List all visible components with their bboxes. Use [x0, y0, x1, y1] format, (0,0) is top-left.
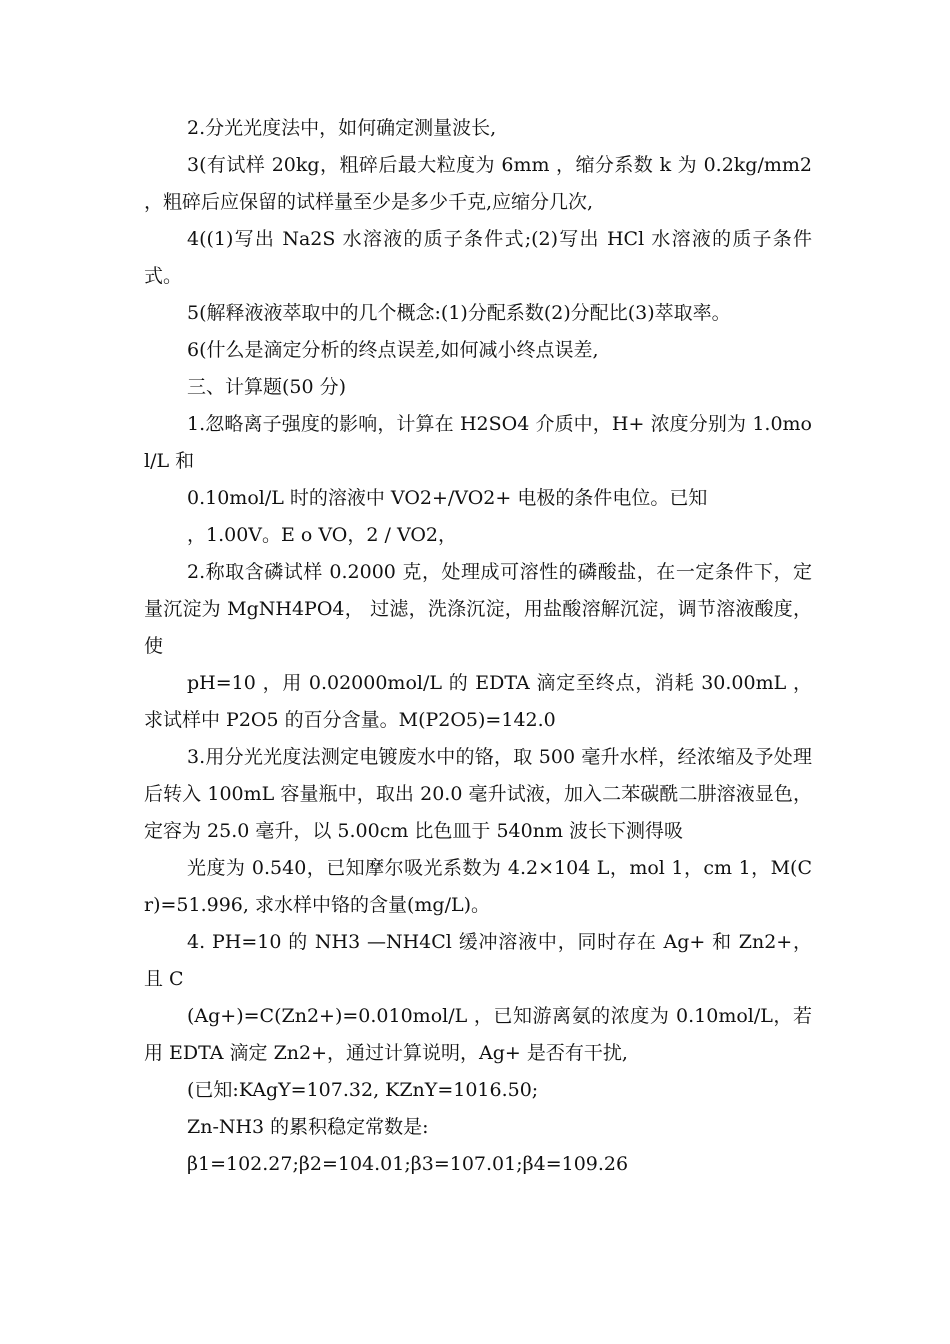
calc-1-continued: 0.10mol/L 时的溶液中 VO2+/VO2+ 电极的条件电位。已知: [187, 487, 708, 509]
document-body: [144, 110, 812, 1183]
calc-4-intro: 4. PH=10 的 NH3 —NH4Cl 缓冲溶液中，同时存在 Ag+ 和 Zn2+，且 C: [144, 931, 812, 990]
section-heading-calculation: 三、计算题(50 分): [187, 376, 347, 398]
calc-3-continued: 光度为 0.540，已知摩尔吸光系数为 4.2×104 L，mol 1，cm 1，M(Cr)=51.996, 求水样中铬的含量(mg/L)。: [144, 857, 812, 916]
question-6-endpoint-error: 6(什么是滴定分析的终点误差,如何减小终点误差,: [187, 339, 599, 361]
calc-3-intro: 3.用分光光度法测定电镀废水中的铬，取 500 毫升水样，经浓缩及予处理后转入 100mL 容量瓶中，取出 20.0 毫升试液，加入二苯碳酰二肼溶液显色，定容为 25.0 毫升，以 5.00cm 比色皿于 540nm 波长下测得吸: [144, 746, 812, 842]
question-2-wavelength: 2.分光光度法中，如何确定测量波长,: [187, 117, 497, 139]
calc-1-given: ，1.00V。E o VO，2 / VO2，: [187, 524, 457, 546]
question-5-extraction-concepts: 5(解释液液萃取中的几个概念:(1)分配系数(2)分配比(3)萃取率。: [187, 302, 731, 324]
question-4-proton-condition: 4((1)写出 Na2S 水溶液的质子条件式;(2)写出 HCl 水溶液的质子条件式。: [144, 228, 812, 287]
calc-1-intro: 1.忽略离子强度的影响，计算在 H2SO4 介质中，H+ 浓度分别为 1.0mol/L 和: [144, 413, 812, 472]
calc-4-given-constants: (已知:KAgY=107.32, KZnY=1016.50;: [187, 1079, 539, 1101]
calc-4-continued: (Ag+)=C(Zn2+)=0.010mol/L ，已知游离氨的浓度为 0.10mol/L，若用 EDTA 滴定 Zn2+，通过计算说明，Ag+ 是否有干扰,: [144, 1005, 812, 1064]
calc-2-intro: 2.称取含磷试样 0.2000 克，处理成可溶性的磷酸盐，在一定条件下，定量沉淀为 MgNH4PO4， 过滤，洗涤沉淀，用盐酸溶解沉淀，调节溶液酸度，使: [144, 561, 812, 657]
calc-2-continued: pH=10 ，用 0.02000mol/L 的 EDTA 滴定至终点，消耗 30.00mL ，求试样中 P2O5 的百分含量。M(P2O5)=142.0: [144, 672, 812, 731]
calc-4-stability-label: Zn-NH3 的累积稳定常数是:: [187, 1116, 429, 1138]
question-3-sample-reduction: 3(有试样 20kg，粗碎后最大粒度为 6mm ，缩分系数 k 为 0.2kg/mm2 ，粗碎后应保留的试样量至少是多少千克,应缩分几次,: [144, 154, 812, 213]
calc-4-beta-values: β1=102.27;β2=104.01;β3=107.01;β4=109.26: [187, 1153, 629, 1175]
